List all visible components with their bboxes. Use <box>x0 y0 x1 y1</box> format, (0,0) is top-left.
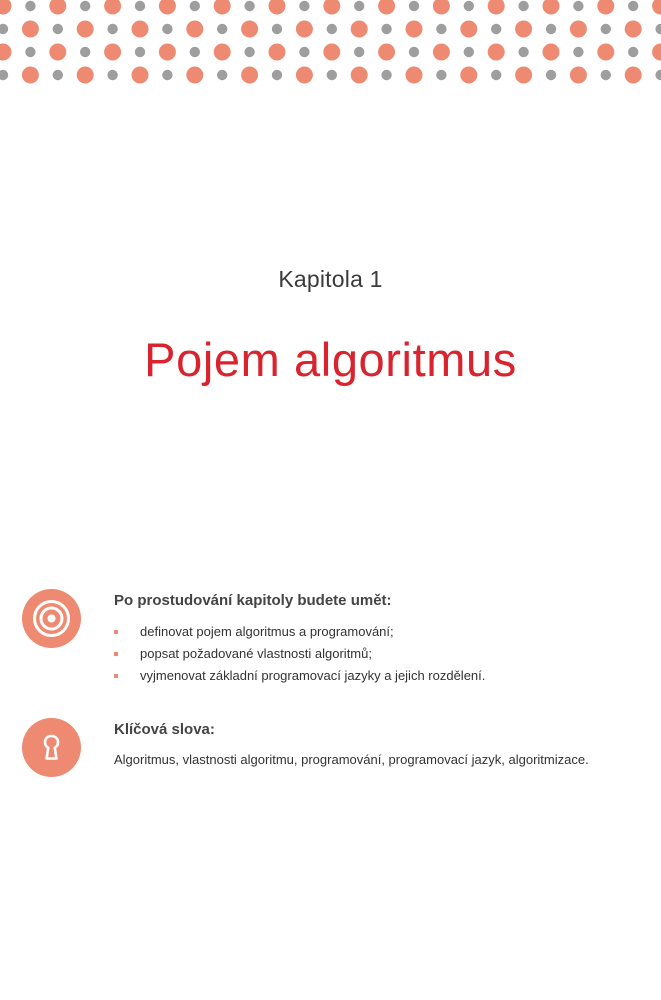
pattern-dot-orange <box>77 67 94 84</box>
pattern-dot-gray <box>162 24 172 34</box>
pattern-dot-gray <box>573 47 583 57</box>
pattern-dot-orange <box>77 21 94 38</box>
list-item <box>114 643 485 665</box>
pattern-dot-gray <box>135 1 145 11</box>
goal-item-text: popsat požadované vlastnosti algoritmů; <box>140 646 372 661</box>
pattern-dot-gray <box>80 1 90 11</box>
pattern-dot-orange <box>132 21 149 38</box>
pattern-dot-orange <box>597 0 614 15</box>
pattern-dot-gray <box>162 70 172 80</box>
pattern-dot-gray <box>546 24 556 34</box>
decorative-dot-pattern <box>0 0 661 90</box>
pattern-dot-gray <box>135 47 145 57</box>
pattern-dot-orange <box>543 44 560 61</box>
pattern-dot-gray <box>464 1 474 11</box>
pattern-dot-orange <box>625 67 642 84</box>
pattern-dot-gray <box>272 70 282 80</box>
pattern-dot-gray <box>217 24 227 34</box>
pattern-dot-orange <box>104 44 121 61</box>
pattern-dot-gray <box>518 47 528 57</box>
pattern-dot-orange <box>0 44 12 61</box>
pattern-dot-gray <box>409 1 419 11</box>
pattern-dot-orange <box>241 67 258 84</box>
chapter-label: Kapitola 1 <box>278 266 383 292</box>
pattern-dot-gray <box>80 47 90 57</box>
pattern-dot-orange <box>296 67 313 84</box>
pattern-dot-orange <box>378 0 395 15</box>
target-icon <box>22 589 81 648</box>
pattern-dot-gray <box>0 70 8 80</box>
pattern-dot-orange <box>488 0 505 15</box>
pattern-dot-orange <box>351 21 368 38</box>
pattern-dot-orange <box>570 21 587 38</box>
pattern-dot-gray <box>190 47 200 57</box>
bullet-icon <box>114 674 118 678</box>
pattern-dot-gray <box>491 24 501 34</box>
pattern-dot-gray <box>25 1 35 11</box>
goals-list <box>114 621 485 687</box>
keywords-text: Algoritmus, vlastnosti algoritmu, programování, programovací jazyk, algoritmizace. <box>114 752 589 767</box>
pattern-dot-gray <box>491 70 501 80</box>
pattern-dot-orange <box>269 0 286 15</box>
bullet-icon <box>114 630 118 634</box>
pattern-dot-orange <box>460 67 477 84</box>
pattern-dot-orange <box>323 44 340 61</box>
pattern-dot-orange <box>652 44 661 61</box>
pattern-dot-gray <box>354 1 364 11</box>
pattern-dot-gray <box>436 70 446 80</box>
pattern-dot-orange <box>104 0 121 15</box>
goals-heading: Po prostudování kapitoly budete umět: <box>114 592 392 609</box>
pattern-dot-orange <box>433 44 450 61</box>
pattern-dot-gray <box>107 70 117 80</box>
pattern-dot-gray <box>546 70 556 80</box>
pattern-dot-orange <box>22 67 39 84</box>
pattern-dot-gray <box>381 24 391 34</box>
pattern-dot-gray <box>0 24 8 34</box>
pattern-dot-gray <box>464 47 474 57</box>
pattern-dot-orange <box>570 67 587 84</box>
bullet-icon <box>114 652 118 656</box>
pattern-dot-orange <box>597 44 614 61</box>
pattern-dot-orange <box>543 0 560 15</box>
pattern-dot-gray <box>518 1 528 11</box>
pattern-dot-orange <box>406 67 423 84</box>
pattern-dot-gray <box>217 70 227 80</box>
pattern-dot-gray <box>299 1 309 11</box>
pattern-dot-orange <box>49 0 66 15</box>
pattern-dot-orange <box>406 21 423 38</box>
pattern-dot-orange <box>49 44 66 61</box>
list-item <box>114 665 485 687</box>
pattern-dot-gray <box>381 70 391 80</box>
pattern-dot-gray <box>655 24 661 34</box>
pattern-dot-orange <box>159 0 176 15</box>
pattern-dot-orange <box>351 67 368 84</box>
pattern-dot-gray <box>436 24 446 34</box>
pattern-dot-gray <box>354 47 364 57</box>
pattern-dot-gray <box>628 47 638 57</box>
chapter-title: Pojem algoritmus <box>144 333 517 386</box>
pattern-dot-orange <box>269 44 286 61</box>
pattern-dot-gray <box>272 24 282 34</box>
pattern-dot-gray <box>25 47 35 57</box>
goal-item-text: vyjmenovat základní programovací jazyky a jejich rozdělení. <box>140 668 486 683</box>
pattern-dot-orange <box>652 0 661 15</box>
pattern-dot-gray <box>327 24 337 34</box>
pattern-dot-gray <box>107 24 117 34</box>
pattern-dot-orange <box>159 44 176 61</box>
pattern-dot-orange <box>186 21 203 38</box>
pattern-dot-gray <box>601 70 611 80</box>
pattern-dot-gray <box>655 70 661 80</box>
pattern-dot-gray <box>53 70 63 80</box>
pattern-dot-orange <box>488 44 505 61</box>
pattern-dot-orange <box>460 21 477 38</box>
pattern-dot-orange <box>22 21 39 38</box>
list-item <box>114 621 485 643</box>
pattern-dot-orange <box>625 21 642 38</box>
keywords-heading: Klíčová slova: <box>114 721 215 738</box>
pattern-dot-gray <box>601 24 611 34</box>
pattern-dot-gray <box>244 47 254 57</box>
pattern-dot-orange <box>214 0 231 15</box>
pattern-dot-orange <box>132 67 149 84</box>
goal-item-text: definovat pojem algoritmus a programování; <box>140 624 394 639</box>
pattern-dot-orange <box>241 21 258 38</box>
pattern-dot-gray <box>299 47 309 57</box>
pattern-dot-gray <box>190 1 200 11</box>
pattern-dot-orange <box>323 0 340 15</box>
pattern-dot-orange <box>0 0 12 15</box>
pattern-dot-orange <box>378 44 395 61</box>
pattern-dot-orange <box>515 21 532 38</box>
pattern-dot-orange <box>515 67 532 84</box>
pattern-dot-orange <box>214 44 231 61</box>
pattern-dot-gray <box>53 24 63 34</box>
keyhole-icon <box>22 718 81 777</box>
pattern-dot-orange <box>296 21 313 38</box>
pattern-dot-orange <box>186 67 203 84</box>
pattern-dot-orange <box>433 0 450 15</box>
pattern-dot-gray <box>409 47 419 57</box>
pattern-dot-gray <box>327 70 337 80</box>
pattern-dot-gray <box>573 1 583 11</box>
pattern-dot-gray <box>244 1 254 11</box>
pattern-dot-gray <box>628 1 638 11</box>
